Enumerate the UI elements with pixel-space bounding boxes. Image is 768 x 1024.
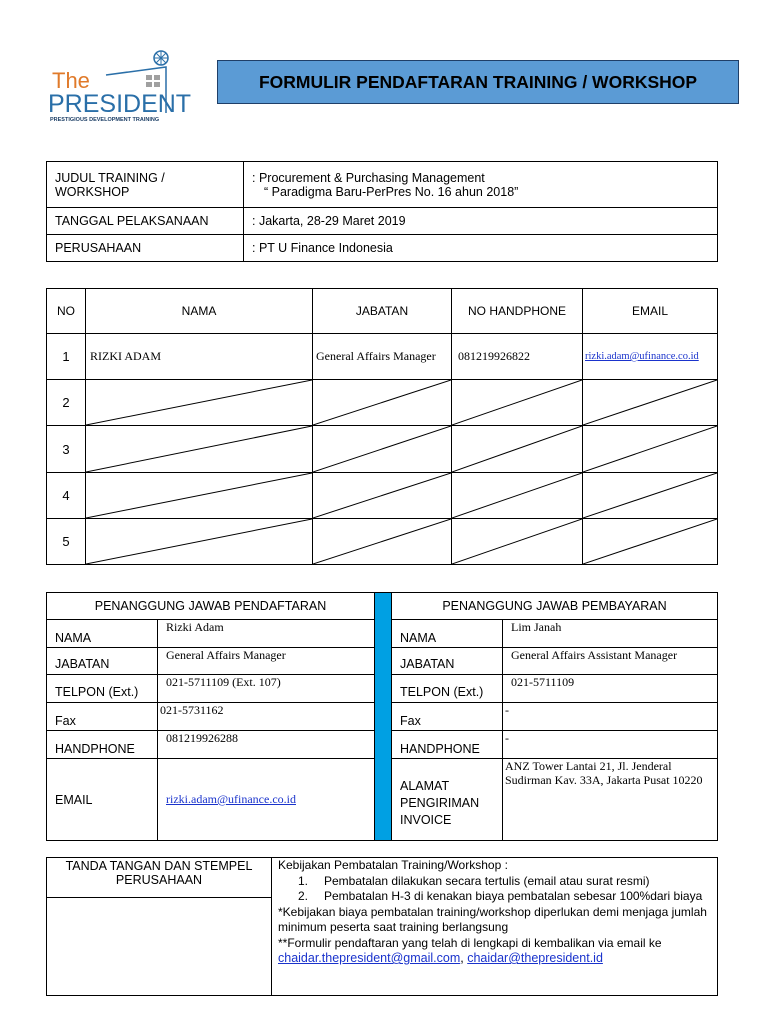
empty-cell[interactable]	[583, 426, 718, 473]
table-row	[47, 380, 718, 426]
empty-cell[interactable]	[452, 426, 583, 473]
empty-cell[interactable]	[86, 473, 313, 519]
right-handphone-value[interactable]: -	[503, 731, 718, 759]
empty-cell[interactable]	[313, 473, 452, 519]
empty-cell[interactable]	[452, 519, 583, 565]
ttd-label: TANDA TANGAN DAN STEMPEL PERUSAHAAN	[47, 858, 272, 898]
contact-email-1[interactable]: chaidar.thepresident@gmail.com	[278, 951, 461, 965]
right-jabatan-label: JABATAN	[392, 648, 503, 675]
right-telpon-value[interactable]: 021-5711109	[503, 675, 718, 703]
right-nama-value[interactable]: Lim Janah	[503, 620, 718, 648]
col-header-nama: NAMA	[86, 289, 313, 334]
signature-policy-table	[46, 857, 718, 996]
left-jabatan-label: JABATAN	[47, 648, 158, 675]
row-email-link[interactable]: rizki.adam@ufinance.co.id	[585, 351, 699, 362]
empty-cell[interactable]	[583, 473, 718, 519]
col-header-email: EMAIL	[583, 289, 718, 334]
policy-block: Kebijakan Pembatalan Training/Workshop : 1. Pembatalan dilakukan secara tertulis (email atau surat resmi) 2. Pembatalan H-3 di kenakan biaya pembatalan sebesar 100%dari biaya *Kebijakan biaya pembatalan training/workshop diperlukan demi menjaga jumlah minimum peserta saat training berlangsung **Formulir pendaftaran yang telah di lengkapi di kembalikan via email ke chaidar.thepresident@gmail.com, chaidar@thepresident.id	[272, 858, 718, 996]
row-no: 2	[47, 380, 86, 426]
left-nama-label: NAMA	[47, 620, 158, 648]
left-email-link[interactable]: rizki.adam@ufinance.co.id	[166, 792, 296, 806]
pembayaran-header: PENANGGUNG JAWAB PEMBAYARAN	[392, 593, 718, 620]
left-telpon-label: TELPON (Ext.)	[47, 675, 158, 703]
table-row	[47, 519, 718, 565]
divider-bar	[375, 593, 392, 841]
contact-email-2[interactable]: chaidar@thepresident.id	[467, 951, 603, 965]
col-header-handphone: NO HANDPHONE	[452, 289, 583, 334]
perusahaan-label: PERUSAHAAN	[47, 235, 244, 262]
left-email-label: EMAIL	[47, 759, 158, 841]
pendaftaran-header: PENANGGUNG JAWAB PENDAFTARAN	[47, 593, 375, 620]
left-fax-label: Fax	[47, 703, 158, 731]
right-alamat-label: ALAMAT PENGIRIMAN INVOICE	[392, 759, 503, 841]
right-alamat-value[interactable]: ANZ Tower Lantai 21, Jl. Jenderal Sudirman Kav. 33A, Jakarta Pusat 10220	[503, 759, 718, 841]
judul-label: JUDUL TRAINING / WORKSHOP	[47, 162, 244, 208]
tanggal-value: : Jakarta, 28-29 Maret 2019	[244, 208, 718, 235]
logo-the-text: The	[52, 68, 90, 93]
row-handphone: 081219926822	[452, 334, 583, 380]
left-handphone-label: HANDPHONE	[47, 731, 158, 759]
tanggal-label: TANGGAL PELAKSANAAN	[47, 208, 244, 235]
empty-cell[interactable]	[583, 519, 718, 565]
right-fax-label: Fax	[392, 703, 503, 731]
right-handphone-label: HANDPHONE	[392, 731, 503, 759]
row-no: 1	[47, 334, 86, 380]
empty-cell[interactable]	[86, 519, 313, 565]
logo-president-text: PRESIDENT	[48, 90, 192, 118]
right-jabatan-value[interactable]: General Affairs Assistant Manager	[503, 648, 718, 675]
participants-table	[46, 288, 718, 565]
left-fax-value[interactable]: 021-5731162	[158, 703, 375, 731]
policy-item-1: Pembatalan dilakukan secara tertulis (email atau surat resmi)	[324, 873, 650, 888]
table-row	[47, 473, 718, 519]
contacts-table	[46, 592, 718, 841]
company-logo	[48, 45, 192, 130]
row-jabatan: General Affairs Manager	[313, 334, 452, 380]
col-header-jabatan: JABATAN	[313, 289, 452, 334]
left-handphone-value[interactable]: 081219926288	[158, 731, 375, 759]
logo-tagline: PRESTIGIOUS DEVELOPMENT TRAINING	[50, 117, 160, 123]
policy-note-1: *Kebijakan biaya pembatalan training/workshop diperlukan demi menjaga jumlah minimum peserta saat training berlangsung	[278, 904, 707, 934]
form-title: FORMULIR PENDAFTARAN TRAINING / WORKSHOP	[217, 60, 739, 104]
right-telpon-label: TELPON (Ext.)	[392, 675, 503, 703]
table-row	[47, 426, 718, 473]
right-fax-value[interactable]: -	[503, 703, 718, 731]
policy-title: Kebijakan Pembatalan Training/Workshop :	[278, 858, 508, 872]
empty-cell[interactable]	[313, 426, 452, 473]
col-header-no: NO	[47, 289, 86, 334]
signature-area[interactable]	[47, 898, 272, 996]
table-row	[47, 334, 718, 380]
row-no: 3	[47, 426, 86, 473]
empty-cell[interactable]	[452, 380, 583, 426]
empty-cell[interactable]	[313, 519, 452, 565]
right-nama-label: NAMA	[392, 620, 503, 648]
left-telpon-value[interactable]: 021-5711109 (Ext. 107)	[158, 675, 375, 703]
empty-cell[interactable]	[86, 380, 313, 426]
row-no: 4	[47, 473, 86, 519]
row-no: 5	[47, 519, 86, 565]
left-nama-value[interactable]: Rizki Adam	[158, 620, 375, 648]
row-nama: RIZKI ADAM	[86, 334, 313, 380]
policy-item-2: Pembatalan H-3 di kenakan biaya pembatalan sebesar 100%dari biaya	[324, 889, 703, 903]
empty-cell[interactable]	[452, 473, 583, 519]
training-info-table	[46, 161, 718, 262]
left-jabatan-value[interactable]: General Affairs Manager	[158, 648, 375, 675]
empty-cell[interactable]	[583, 380, 718, 426]
judul-value: : Procurement & Purchasing Management “ Paradigma Baru-PerPres No. 16 ahun 2018”	[244, 162, 718, 208]
perusahaan-value: : PT U Finance Indonesia	[244, 235, 718, 262]
empty-cell[interactable]	[313, 380, 452, 426]
policy-note-2: **Formulir pendaftaran yang telah di lengkapi di kembalikan via email ke	[278, 935, 662, 950]
empty-cell[interactable]	[86, 426, 313, 473]
